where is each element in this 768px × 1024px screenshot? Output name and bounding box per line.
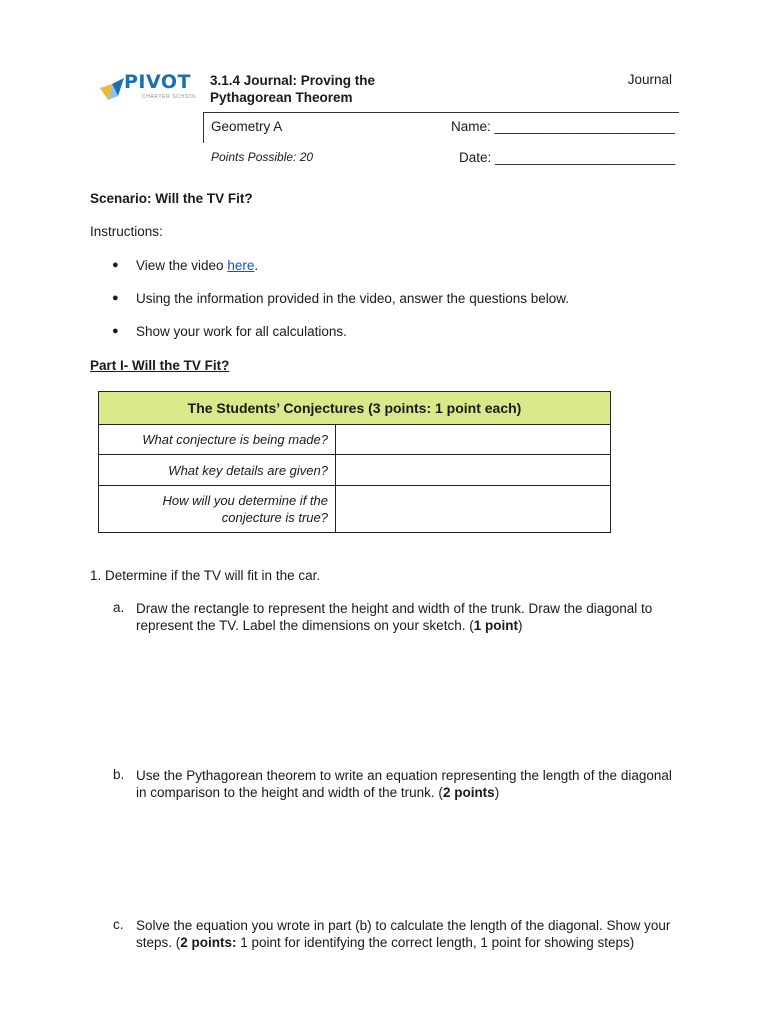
conjectures-table (98, 391, 611, 533)
points-possible: Points Possible: 20 (211, 150, 314, 164)
question-1c (136, 917, 681, 951)
instruction-item-1-suffix: . (254, 258, 259, 273)
table-row (99, 486, 611, 533)
question-1a-after: ) (517, 618, 523, 633)
instruction-item-2: Using the information provided in the video, answer the questions below. (136, 291, 570, 306)
video-link[interactable]: here (227, 258, 255, 273)
question-1a (136, 600, 681, 634)
header-divider (203, 112, 679, 113)
part1-heading: Part I- Will the TV Fit? (90, 358, 230, 373)
document-type: Journal (627, 72, 672, 87)
instructions-label: Instructions: (90, 224, 163, 239)
bullet-icon: ● (112, 292, 119, 304)
question-1b-letter: b. (113, 767, 125, 782)
table-answer-cell[interactable] (336, 455, 611, 486)
document-title: 3.1.4 Journal: Proving the Pythagorean Theorem (210, 73, 376, 105)
table-row (99, 425, 611, 455)
question-1b-text: Use the Pythagorean theorem to write an equation representing the length of the diagonal in comparison to the height and width of the trunk. ( (136, 768, 672, 800)
question-1b (136, 767, 681, 801)
question-1b-after: ) (494, 785, 500, 800)
question-1: 1. Determine if the TV will fit in the car. (90, 568, 321, 583)
instruction-item-1 (136, 258, 258, 273)
question-1c-text: Solve the equation you wrote in part (b) to calculate the length of the diagonal. Show your steps. ( (136, 918, 671, 950)
instruction-item-3: Show your work for all calculations. (136, 324, 347, 339)
bullet-icon: ● (112, 259, 119, 271)
question-1b-points: 2 points (442, 785, 495, 800)
question-1a-letter: a. (113, 600, 125, 615)
question-1c-letter: c. (113, 917, 124, 932)
table-answer-cell[interactable] (336, 425, 611, 455)
table-question-cell: What key details are given? (99, 455, 336, 486)
table-question-cell: How will you determine if the conjecture is true? (99, 486, 336, 533)
name-field[interactable]: Name: ________________________ (451, 119, 675, 134)
logo-subtitle: CHARTER SCHOOL (142, 94, 197, 100)
question-1a-text: Draw the rectangle to represent the height and width of the trunk. Draw the diagonal to represent the TV. Label the dimensions on your sketch. ( (136, 601, 653, 633)
course-name: Geometry A (211, 119, 283, 134)
header-divider-vertical (203, 112, 204, 143)
table-row (99, 455, 611, 486)
table-answer-cell[interactable] (336, 486, 611, 533)
question-1c-points: 2 points: (180, 935, 237, 950)
date-field[interactable]: Date: ________________________ (459, 150, 676, 165)
bullet-icon: ● (112, 325, 119, 337)
table-question-cell: What conjecture is being made? (99, 425, 336, 455)
question-1a-points: 1 point (473, 618, 518, 633)
logo-wordmark: PIVOT (124, 71, 191, 93)
conjectures-table-header: The Students’ Conjectures (3 points: 1 point each) (99, 392, 611, 425)
question-1c-after: 1 point for identifying the correct length, 1 point for showing steps) (236, 935, 635, 950)
scenario-heading: Scenario: Will the TV Fit? (90, 191, 253, 206)
instruction-item-1-text: View the video (136, 258, 228, 273)
pivot-logo (98, 70, 198, 106)
